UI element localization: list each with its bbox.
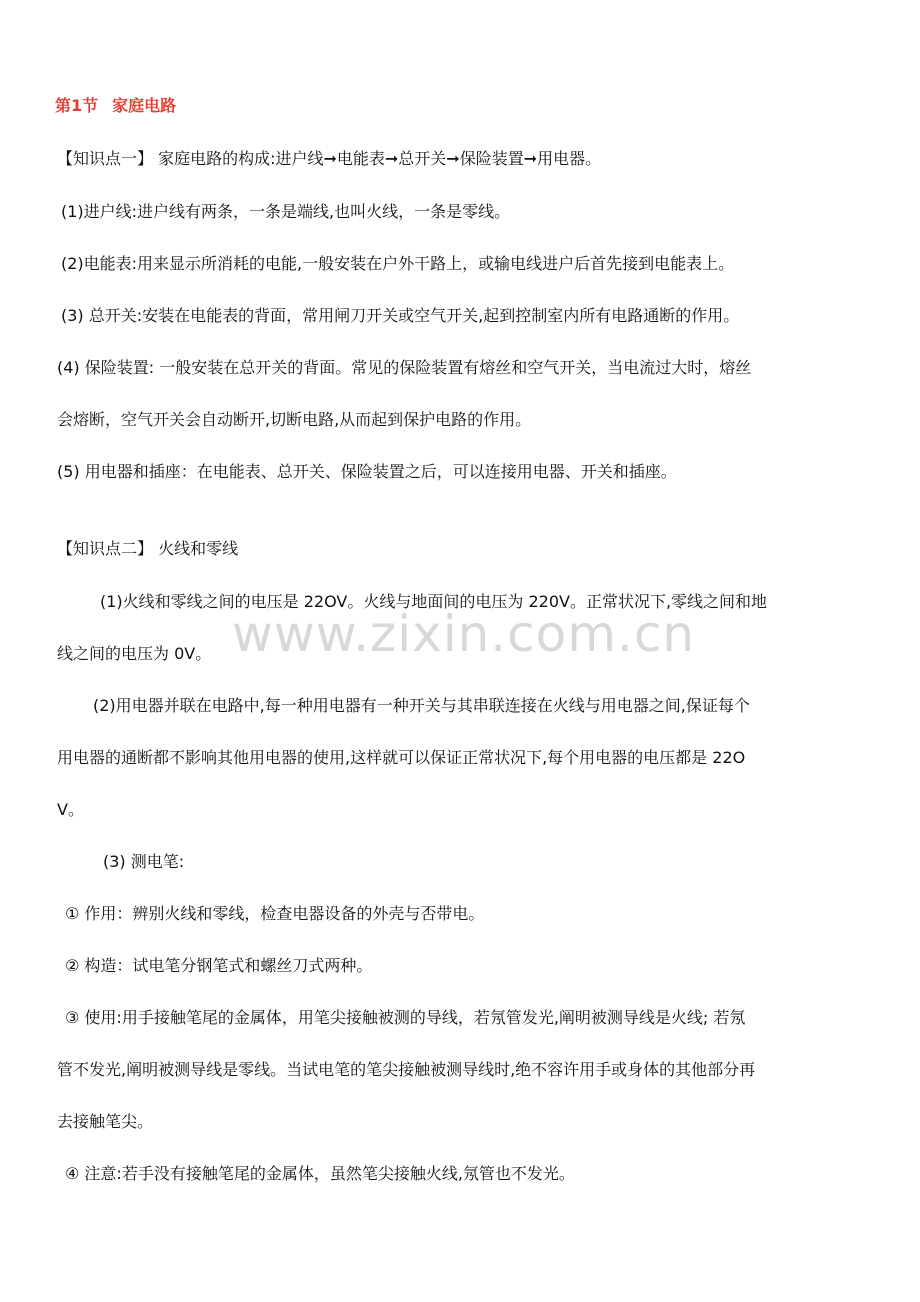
section-name: 家庭电路 <box>112 96 177 115</box>
paragraph-line: 管不发光,阐明被测导线是零线。当试电笔的笔尖接触被测导线时,绝不容许用手或身体的其他部分再 <box>57 1060 756 1079</box>
paragraph-line: (1)进户线:进户线有两条，一条是端线,也叫火线，一条是零线。 <box>61 202 511 221</box>
paragraph-line: V。 <box>57 800 84 819</box>
paragraph-line: 会熔断，空气开关会自动断开,切断电路,从而起到保护电路的作用。 <box>57 410 532 429</box>
paragraph-line: 用电器的通断都不影响其他用电器的使用,这样就可以保证正常状况下,每个用电器的电压都是 22O <box>57 748 746 767</box>
paragraph-line: (1)火线和零线之间的电压是 22OV。火线与地面间的电压为 220V。正常状况下,零线之间和地 <box>100 592 768 611</box>
paragraph-line: 去接触笔尖。 <box>57 1112 154 1131</box>
paragraph-line: (5) 用电器和插座：在电能表、总开关、保险装置之后，可以连接用电器、开关和插座。 <box>57 462 677 481</box>
watermark: www.zixin.com.cn <box>232 605 696 663</box>
paragraph-line: (3) 总开关:安装在电能表的背面，常用闸刀开关或空气开关,起到控制室内所有电路通断的作用。 <box>61 306 740 325</box>
paragraph-line: (4) 保险装置: 一般安装在总开关的背面。常见的保险装置有熔丝和空气开关，当电流过大时，熔丝 <box>57 358 752 377</box>
list-item: ④ 注意:若手没有接触笔尾的金属体，虽然笔尖接触火线,氖管也不发光。 <box>65 1164 575 1183</box>
list-item: ③ 使用:用手接触笔尾的金属体，用笔尖接触被测的导线，若氖管发光,阐明被测导线是火线; 若氖 <box>65 1008 746 1027</box>
knowledge-point-1-heading: 【知识点一】 家庭电路的构成:进户线➞电能表➞总开关➞保险装置➞用电器。 <box>57 149 602 168</box>
section-number: 第1节 <box>55 96 99 115</box>
paragraph-line: (3) 测电笔: <box>103 852 185 871</box>
section-title <box>55 95 176 117</box>
list-item: ① 作用：辨别火线和零线，检查电器设备的外壳与否带电。 <box>65 904 485 923</box>
knowledge-point-2-heading: 【知识点二】 火线和零线 <box>57 539 239 558</box>
paragraph-line: (2)用电器并联在电路中,每一种用电器有一种开关与其串联连接在火线与用电器之间,保证每个 <box>93 696 750 715</box>
list-item: ② 构造：试电笔分钢笔式和螺丝刀式两种。 <box>65 956 373 975</box>
paragraph-line: 线之间的电压为 0V。 <box>57 644 212 663</box>
paragraph-line: (2)电能表:用来显示所消耗的电能,一般安装在户外干路上，或输电线进户后首先接到电能表上。 <box>61 254 735 273</box>
